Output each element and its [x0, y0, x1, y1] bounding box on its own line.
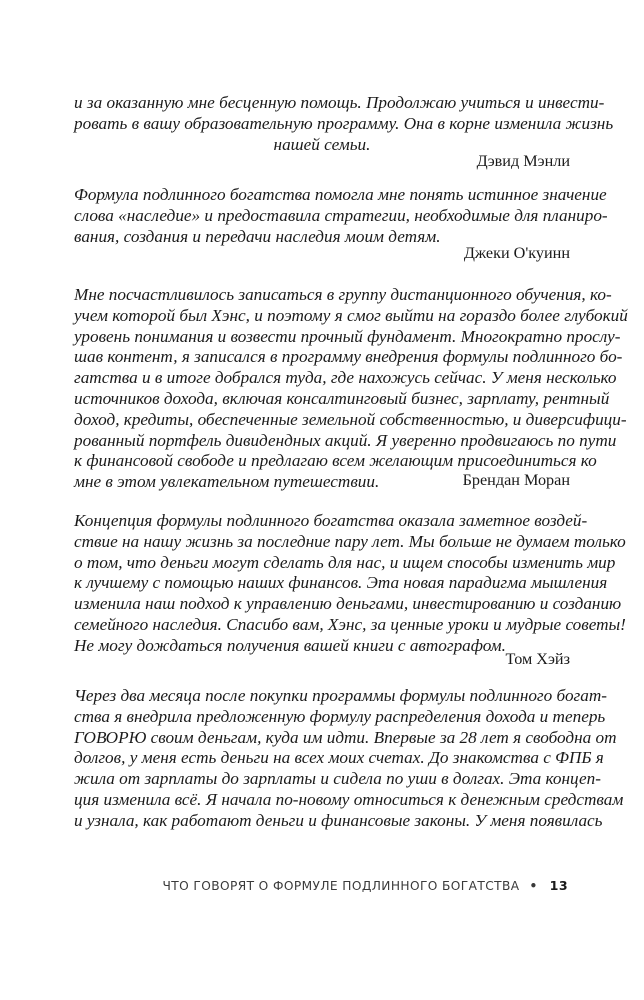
testimonial-author: Дэвид Мэнли	[476, 152, 570, 170]
testimonial-line: семейного наследия. Спасибо вам, Хэнс, за ценные уроки и мудрые советы!	[74, 614, 626, 634]
testimonial-line: и узнала, как работают деньги и финансовые законы. У меня появилась	[74, 810, 603, 830]
testimonial-4	[74, 511, 626, 657]
testimonial-line: Через два месяца после покупки программы формулы подлинного богат-	[74, 686, 607, 705]
testimonial-line: уровень понимания и возвести прочный фундамент. Многократно прослу-	[74, 326, 621, 346]
testimonial-line: к финансовой свободе и предлагаю всем желающим присоединиться ко	[74, 451, 597, 471]
testimonial-line: источников дохода, включая консалтинговый бизнес, зарплату, рентный	[74, 388, 610, 408]
testimonial-line: изменила наш подход к управлению деньгами, инвестированию и созданию	[74, 594, 622, 614]
testimonial-2	[74, 185, 608, 247]
testimonial-line: слова «наследие» и предоставила стратегии, необходимые для планиро-	[74, 205, 608, 225]
testimonial-author: Том Хэйз	[505, 650, 570, 668]
testimonial-line: долгов, у меня есть деньги на всех моих счетах. До знакомства с ФПБ я	[74, 748, 604, 768]
testimonial-author: Джеки О'куинн	[463, 244, 570, 262]
testimonial-line: ства я внедрила предложенную формулу распределения дохода и теперь	[74, 706, 606, 726]
testimonial-5	[74, 686, 624, 832]
testimonial-line: к лучшему с помощью наших финансов. Эта новая парадигма мышления	[74, 573, 608, 593]
testimonial-line: рованный портфель дивидендных акций. Я уверенно продвигаюсь по пути	[74, 430, 617, 450]
testimonial-line: учем которой был Хэнс, и поэтому я смог выйти на гораздо более глубокий	[74, 305, 628, 325]
testimonial-line: о том, что деньги могут сделать для нас, и ищем способы изменить мир	[74, 552, 616, 572]
testimonial-line: и за оказанную мне бесценную помощь. Продолжаю учиться и инвести-	[74, 93, 605, 112]
testimonial-line: ция изменила всё. Я начала по-новому относиться к денежным средствам	[74, 789, 624, 809]
testimonial-line: Мне посчастливилось записаться в группу дистанционного обучения, ко-	[74, 285, 612, 304]
testimonial-line: вания, создания и передачи наследия моим детям.	[74, 226, 441, 246]
testimonial-line: ровать в вашу образовательную программу. Она в корне изменила жизнь	[74, 113, 614, 133]
testimonial-1	[74, 93, 614, 155]
testimonial-line: нашей семьи.	[273, 134, 371, 154]
testimonial-line: доход, кредиты, обеспеченные земельной собственностью, и диверсифици-	[74, 409, 627, 429]
running-footer	[163, 878, 569, 893]
page-number: 13	[549, 878, 568, 893]
testimonial-author: Брендан Моран	[462, 471, 570, 489]
testimonial-line: жила от зарплаты до зарплаты и сидела по уши в долгах. Эта концеп-	[74, 769, 601, 789]
testimonial-line: мне в этом увлекательном путешествии.	[74, 472, 380, 492]
testimonial-line: ГОВОРЮ своим деньгам, куда им идти. Впервые за 28 лет я свободна от	[74, 727, 617, 747]
running-title: ЧТО ГОВОРЯТ О ФОРМУЛЕ ПОДЛИННОГО БОГАТСТВА	[162, 879, 520, 893]
testimonial-line: Концепция формулы подлинного богатства оказала заметное воздей-	[74, 511, 588, 530]
testimonial-line: гатства и в итоге добрался туда, где нахожусь сейчас. У меня несколько	[74, 368, 617, 388]
testimonial-line: ствие на нашу жизнь за последние пару лет. Мы больше не думаем только	[74, 531, 626, 551]
testimonial-line: Формула подлинного богатства помогла мне понять истинное значение	[74, 185, 607, 204]
separator-dot: •	[529, 879, 538, 893]
testimonial-line: Не могу дождаться получения вашей книги с автографом.	[74, 635, 506, 655]
testimonial-3	[74, 285, 628, 493]
testimonial-line: шав контент, я записался в программу внедрения формулы подлинного бо-	[74, 347, 623, 367]
